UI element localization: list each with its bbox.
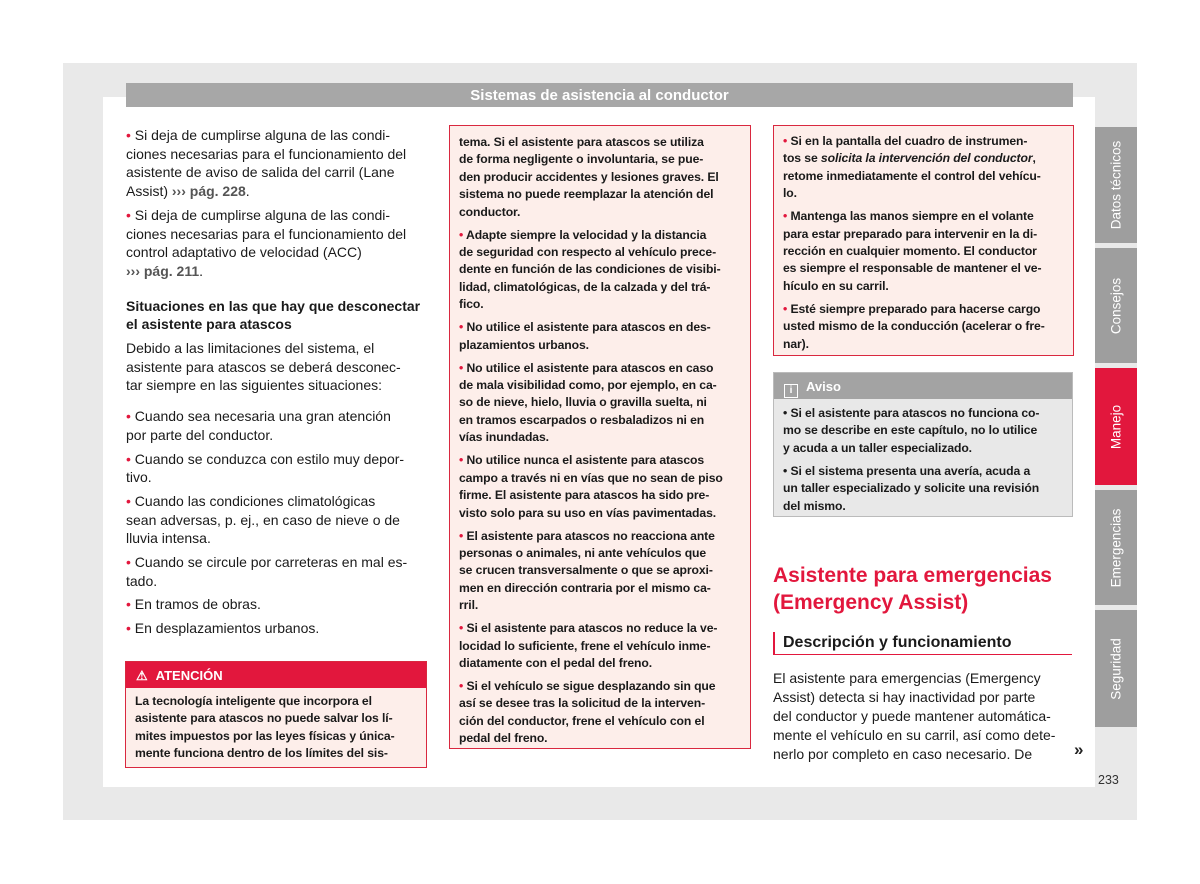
text-segment: Cuando las condiciones climatológicas [134, 492, 376, 509]
text-line [459, 470, 741, 487]
text-line [459, 655, 741, 672]
bullet-icon: • [126, 450, 135, 467]
text-line [135, 693, 417, 710]
text-segment: ción del conductor, frene el vehículo con el [459, 713, 705, 728]
section-title-line: (Emergency Assist) [773, 591, 969, 614]
text-line [135, 745, 417, 762]
text-segment: mente el vehículo en su carril, así como dete- [773, 727, 1056, 743]
text-line [126, 126, 426, 145]
text-line [459, 279, 741, 296]
bullet-item [126, 206, 426, 281]
text-line [783, 168, 1064, 185]
text-segment: por parte del conductor. [126, 426, 274, 443]
text-segment: Si el sistema presenta una avería, acuda a [790, 463, 1031, 478]
text-segment: locidad lo suficiente, frene el vehículo inme- [459, 638, 711, 653]
text-line [459, 227, 741, 244]
paragraph [135, 693, 417, 763]
text-segment: ciones necesarias para el funcionamiento del [126, 145, 407, 162]
text-line [126, 426, 426, 445]
attention-continued-body-2 [774, 126, 1073, 366]
text-segment: En tramos de obras. [134, 596, 261, 613]
text-line [126, 225, 426, 244]
text-segment: lluvia intensa. [126, 530, 211, 547]
text-segment: , [1032, 151, 1036, 166]
text-segment: Si en la pantalla del cuadro de instrumen- [790, 134, 1028, 148]
text-line [783, 336, 1064, 353]
text-segment: . [245, 183, 250, 200]
bullet-icon: • [783, 463, 791, 478]
attention-header [126, 662, 426, 688]
bullet-item [459, 360, 741, 447]
text-segment: Si el vehículo se sigue desplazando sin que [466, 678, 716, 693]
text-segment: asistente para atascos se deberá desconec- [126, 358, 401, 375]
bullet-icon: • [459, 678, 467, 693]
text-segment: el asistente para atascos [126, 316, 292, 333]
text-segment: den producir accidentes y lesiones graves. El [459, 169, 719, 184]
bullet-icon: • [126, 408, 135, 425]
text-line [459, 412, 741, 429]
section-body [773, 669, 1055, 764]
paragraph [773, 669, 1055, 764]
text-segment: retome inmediatamente el control del vehícu- [783, 168, 1041, 183]
text-line [459, 695, 741, 712]
bullet-item [459, 319, 741, 354]
text-line [126, 339, 426, 358]
notice-box [773, 372, 1073, 517]
section-title-line: Asistente para emergencias [773, 564, 1052, 587]
continued-marker-icon: » [1074, 740, 1084, 759]
text-line [459, 580, 741, 597]
text-segment: rección en cualquier momento. El conductor [783, 244, 1037, 259]
subsection-title: Descripción y funcionamiento [773, 632, 1072, 655]
text-segment: ciones necesarias para el funcionamiento del [126, 225, 407, 242]
bullet-icon: • [459, 320, 467, 335]
text-segment: Mantenga las manos siempre en el volante [790, 209, 1034, 224]
text-segment: asistente para atascos no puede salvar los lí- [135, 711, 393, 726]
text-line [783, 226, 1064, 243]
text-segment: Cuando sea necesaria una gran atención [134, 408, 391, 425]
text-segment: pedal del freno. [459, 731, 548, 746]
text-segment: Assist) detecta si hay inactividad por parte [773, 689, 1036, 705]
text-line [459, 487, 741, 504]
side-tab-label: Seguridad [1108, 637, 1124, 700]
text-line [459, 186, 741, 203]
text-segment: se crucen transversalmente o que se aproxi- [459, 563, 713, 578]
text-segment: visto solo para su uso en vías pavimentadas. [459, 505, 717, 520]
attention-continued-body [450, 126, 750, 761]
text-segment: usted mismo de la conducción (acelerar o fre- [783, 319, 1045, 334]
text-line [126, 182, 426, 201]
text-line [783, 278, 1064, 295]
text-segment: para estar preparado para intervenir en la di- [783, 226, 1038, 241]
text-segment: en tramos escarpados o resbaladizos ni en [459, 412, 705, 427]
text-line [459, 678, 741, 695]
text-line [126, 450, 426, 469]
bullet-item [783, 301, 1064, 353]
bullet-icon: • [783, 209, 791, 224]
text-segment: fico. [459, 297, 484, 312]
bullet-item [783, 463, 1063, 515]
bullet-item [459, 678, 741, 748]
text-segment: El asistente para emergencias (Emergency [773, 670, 1041, 686]
bullet-icon: • [783, 301, 791, 316]
text-segment: La tecnología inteligente que incorpora el [135, 694, 372, 708]
text-segment: firme. El asistente para atascos ha sido pre- [459, 488, 710, 503]
text-segment: No utilice el asistente para atascos en des- [466, 320, 711, 335]
text-line [459, 452, 741, 469]
text-segment: así se desee tras la solicitud de la interven- [459, 696, 706, 711]
bullet-item [459, 620, 741, 672]
text-segment: del mismo. [783, 498, 846, 513]
bullet-icon: • [783, 406, 791, 420]
text-line [783, 480, 1063, 497]
text-line [459, 562, 741, 579]
text-line [459, 620, 741, 637]
text-line [126, 376, 426, 395]
text-line [783, 133, 1064, 150]
bullet-item [459, 452, 741, 522]
text-line [135, 710, 417, 727]
text-segment: sean adversas, p. ej., en caso de nieve o de [126, 511, 400, 528]
text-line [459, 545, 741, 562]
text-segment: plazamientos urbanos. [459, 337, 589, 352]
page-reference-link[interactable]: ››› pág. 228 [171, 183, 246, 200]
attention-box-continued [449, 125, 751, 749]
text-segment: campo a través ni en vías que no sean de piso [459, 470, 723, 485]
text-segment: mites impuestos por las leyes físicas y única- [135, 728, 395, 743]
text-line [783, 243, 1064, 260]
bullet-icon: • [459, 453, 467, 468]
bullet-item [126, 450, 426, 487]
text-segment: Assist) [126, 183, 172, 200]
page-reference-link[interactable]: ››› pág. 211 [126, 262, 200, 279]
bullet-item [783, 208, 1064, 295]
attention-box [125, 661, 427, 768]
bullet-item [459, 528, 741, 615]
text-segment: men en dirección contraria por el mismo ca- [459, 580, 711, 595]
text-segment: asistente de aviso de salida del carril (Lane [126, 164, 395, 181]
text-line [126, 145, 426, 164]
text-line [783, 422, 1063, 439]
text-line [126, 262, 426, 281]
text-segment: y acuda a un taller especializado. [783, 440, 972, 455]
text-line [126, 468, 426, 487]
text-line [783, 405, 1063, 422]
text-segment: tar siempre en las siguientes situaciones: [126, 377, 383, 394]
text-segment: conductor. [459, 204, 521, 219]
text-segment: No utilice el asistente para atascos en caso [466, 360, 714, 375]
text-line [126, 206, 426, 225]
text-segment: Cuando se circule por carreteras en mal es- [134, 554, 408, 571]
paragraph [126, 339, 426, 395]
text-segment: un taller especializado y solicite una revisión [783, 481, 1040, 496]
text-line [126, 297, 426, 316]
text-line [126, 595, 426, 614]
subheading [126, 297, 426, 334]
text-line [459, 638, 741, 655]
text-line [459, 377, 741, 394]
attention-body [126, 688, 426, 773]
side-tab-emergencias[interactable] [1095, 490, 1137, 605]
text-line [459, 244, 741, 261]
text-segment: Si el asistente para atascos no funciona co- [790, 406, 1040, 420]
section-header: Sistemas de asistencia al conductor [126, 83, 1073, 107]
bullet-icon: • [126, 492, 135, 509]
bullet-item [126, 492, 426, 548]
text-line [459, 730, 741, 747]
side-tab-label: Emergencias [1108, 508, 1124, 587]
attention-title: ATENCIÓN [155, 668, 223, 683]
text-line [773, 669, 1055, 688]
text-segment: lo. [783, 186, 797, 201]
bullet-item [126, 126, 426, 201]
side-tab-manejo[interactable] [1095, 368, 1137, 485]
text-segment: del conductor y puede mantener automática- [773, 708, 1051, 724]
text-line [783, 260, 1064, 277]
text-line [459, 261, 741, 278]
text-line [459, 597, 741, 614]
bullet-icon: • [126, 127, 135, 143]
text-segment: so de nieve, hielo, lluvia o gravilla suelta, ni [459, 395, 707, 410]
bullet-icon: • [126, 554, 135, 571]
text-line [126, 511, 426, 530]
text-segment: Esté siempre preparado para hacerse cargo [790, 301, 1041, 316]
bullet-icon: • [459, 360, 467, 375]
paragraph [459, 134, 741, 221]
text-line [135, 728, 417, 745]
text-line [459, 429, 741, 446]
text-segment: Si el asistente para atascos no reduce la ve- [466, 621, 718, 636]
text-segment: Si deja de cumplirse alguna de las condi- [134, 206, 391, 223]
text-segment: Cuando se conduzca con estilo muy depor- [134, 450, 405, 467]
text-line [459, 319, 741, 336]
bullet-item [126, 595, 426, 614]
text-segment: de seguridad con respecto al vehículo prece- [459, 245, 717, 260]
text-segment: solicita la intervención del conductor [820, 151, 1033, 166]
notice-title: Aviso [806, 379, 841, 394]
side-tab-datos-tecnicos[interactable] [1095, 127, 1137, 243]
bullet-item [126, 619, 426, 638]
bullet-icon: • [459, 227, 467, 242]
text-line [459, 337, 741, 354]
text-line [126, 407, 426, 426]
info-icon: i [784, 384, 798, 398]
text-line [126, 553, 426, 572]
text-segment: tos se [783, 151, 821, 166]
text-segment: dente en función de las condiciones de visibi- [459, 262, 721, 277]
text-line [459, 505, 741, 522]
text-segment: En desplazamientos urbanos. [134, 620, 320, 637]
text-line [459, 134, 741, 151]
text-segment: de mala visibilidad como, por ejemplo, en ca- [459, 378, 717, 393]
text-segment: rril. [459, 598, 479, 613]
bullet-item [126, 553, 426, 590]
bullet-icon: • [126, 596, 135, 613]
text-line [126, 572, 426, 591]
text-segment: tivo. [126, 469, 152, 486]
text-line [459, 528, 741, 545]
text-segment: nerlo por completo en caso necesario. De [773, 746, 1033, 762]
side-tab-consejos[interactable] [1095, 248, 1137, 363]
text-line [459, 296, 741, 313]
text-segment: . [199, 262, 204, 279]
notice-header [774, 373, 1072, 399]
text-segment: tema. Si el asistente para atascos se utiliza [459, 135, 704, 149]
text-line [126, 492, 426, 511]
text-segment: Si deja de cumplirse alguna de las condi- [134, 127, 391, 143]
text-line [459, 204, 741, 221]
text-line [459, 151, 741, 168]
column-1-text [126, 126, 426, 643]
text-line [126, 163, 426, 182]
section-title [773, 562, 1052, 616]
text-segment: personas o animales, ni ante vehículos que [459, 545, 707, 560]
text-line [773, 688, 1055, 707]
text-segment: El asistente para atascos no reacciona ante [466, 528, 715, 543]
notice-body [774, 399, 1072, 527]
text-segment: hículo en su carril. [783, 278, 889, 293]
bullet-item [126, 407, 426, 444]
side-tab-label: Consejos [1108, 277, 1124, 334]
text-segment: sistema no puede reemplazar la atención del [459, 187, 714, 202]
text-line [783, 440, 1063, 457]
text-line [773, 745, 1055, 764]
text-segment: de forma negligente o involuntaria, se pue- [459, 152, 704, 167]
side-tab-label: Manejo [1108, 404, 1124, 449]
text-segment: control adaptativo de velocidad (ACC) [126, 244, 362, 261]
text-segment: No utilice nunca el asistente para atascos [466, 453, 705, 468]
text-line [126, 619, 426, 638]
text-line [459, 360, 741, 377]
bullet-icon: • [126, 620, 135, 637]
text-segment: es siempre el responsable de mantener el ve- [783, 261, 1042, 276]
text-segment: mente funciona dentro de los límites del sis- [135, 746, 388, 761]
text-line [783, 498, 1063, 515]
text-segment: Situaciones en las que hay que desconectar [126, 297, 421, 314]
text-line [459, 169, 741, 186]
bullet-item [783, 405, 1063, 457]
text-line [459, 713, 741, 730]
text-line [126, 243, 426, 262]
text-segment: Adapte siempre la velocidad y la distancia [466, 227, 707, 242]
text-segment: diatamente con el pedal del freno. [459, 655, 652, 670]
text-segment: mo se describe en este capítulo, no lo utilice [783, 423, 1038, 438]
text-line [783, 463, 1063, 480]
text-segment: tado. [126, 572, 158, 589]
attention-box-continued-2 [773, 125, 1074, 356]
text-line [783, 208, 1064, 225]
text-segment: Debido a las limitaciones del sistema, el [126, 340, 375, 357]
bullet-icon: • [126, 206, 135, 223]
page-number: 233 [1098, 773, 1119, 787]
warning-triangle-icon: ⚠ [136, 668, 148, 683]
text-segment: lidad, climatológicas, de la calzada y del trá- [459, 279, 711, 294]
side-tab-label: Datos técnicos [1108, 140, 1124, 230]
bullet-icon: • [459, 621, 467, 636]
side-tab-seguridad[interactable] [1095, 610, 1137, 727]
text-line [126, 529, 426, 548]
bullet-item [783, 133, 1064, 203]
text-line [773, 726, 1055, 745]
text-line [783, 150, 1064, 167]
text-line [459, 394, 741, 411]
text-line [783, 185, 1064, 202]
text-line [126, 315, 426, 334]
text-segment: vías inundadas. [459, 430, 549, 445]
text-line [783, 301, 1064, 318]
bullet-icon: • [783, 134, 791, 148]
bullet-item [459, 227, 741, 314]
text-line [783, 318, 1064, 335]
text-segment: nar). [783, 336, 809, 351]
text-line [126, 358, 426, 377]
bullet-icon: • [459, 528, 467, 543]
text-line [773, 707, 1055, 726]
